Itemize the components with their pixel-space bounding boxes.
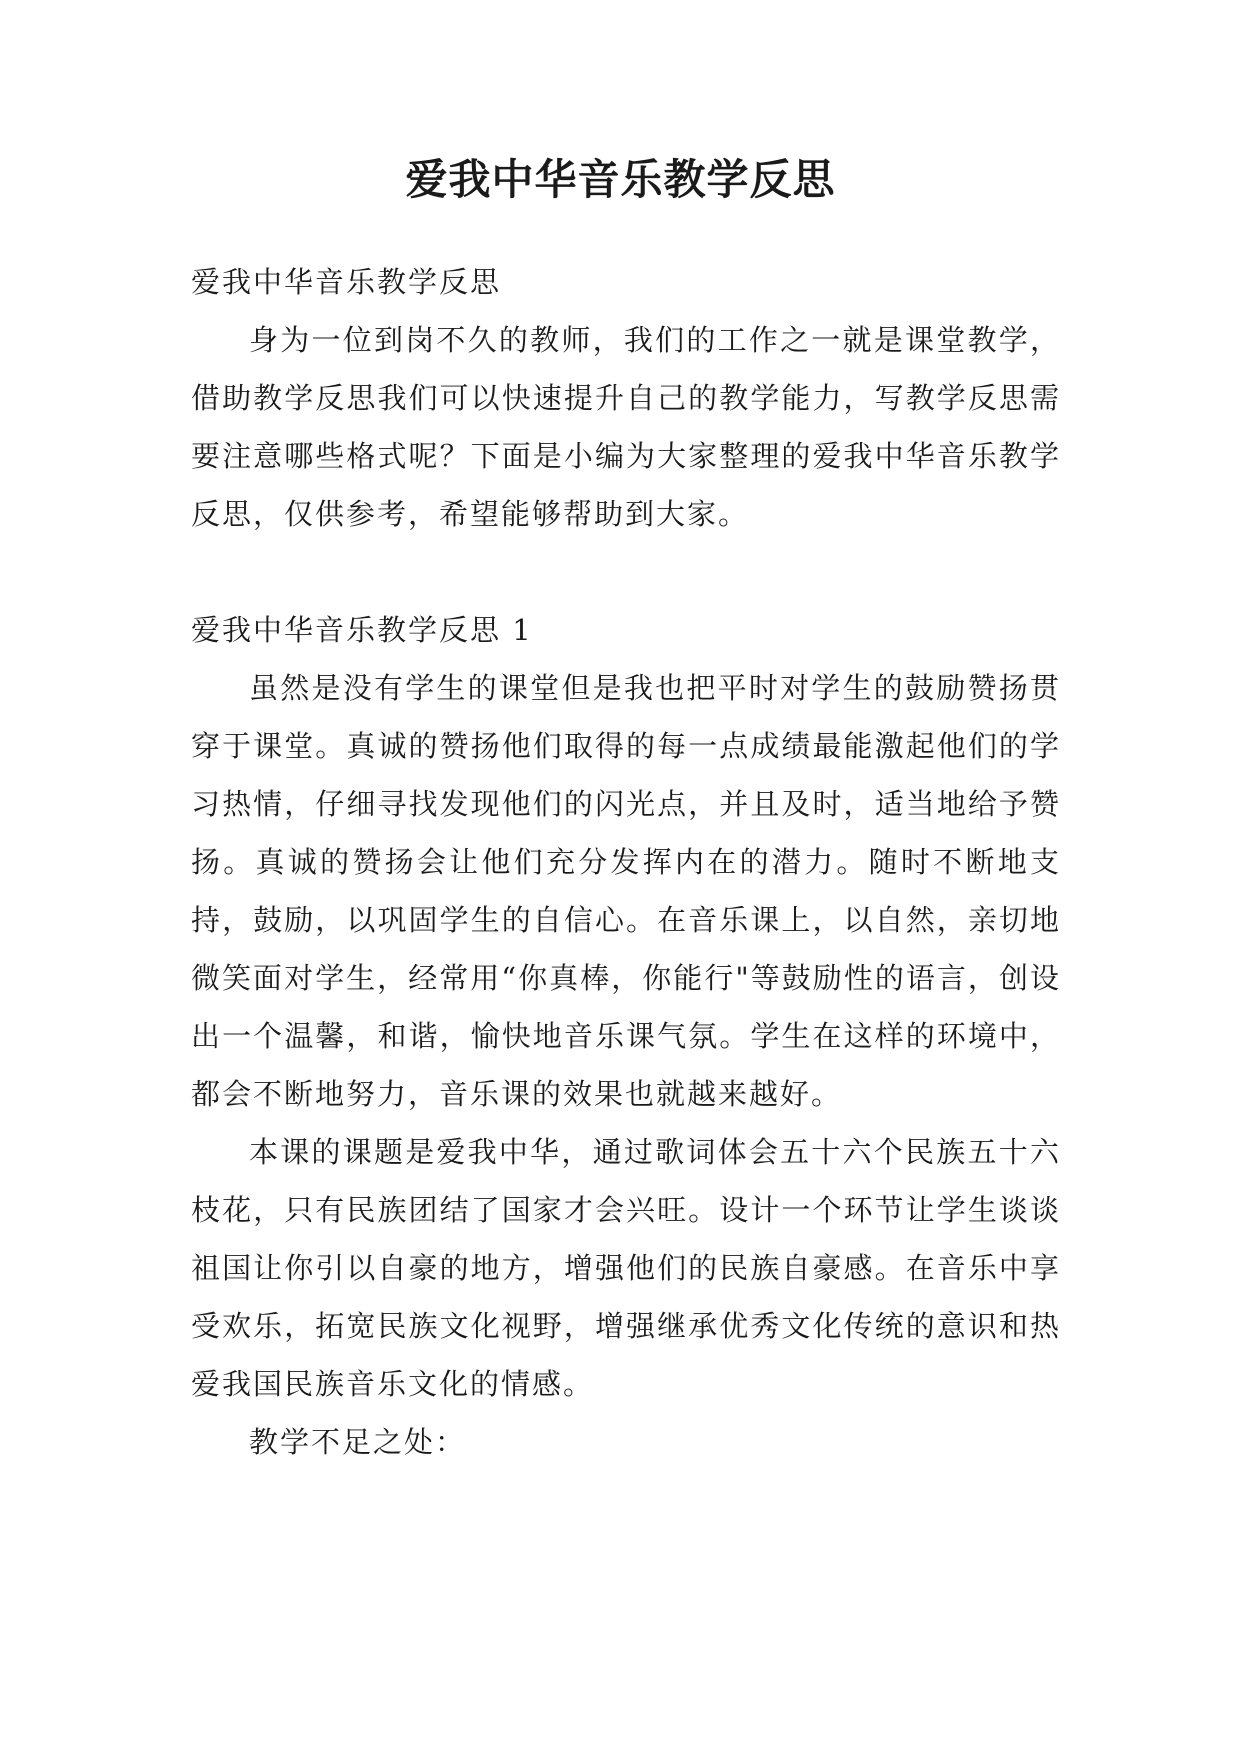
section1-paragraph-1: 虽然是没有学生的课堂但是我也把平时对学生的鼓励赞扬贯穿于课堂。真诚的赞扬他们取得的每一点成绩最能激起他们的学习热情，仔细寻找发现他们的闪光点，并且及时，适当地给予赞扬。真诚的赞扬会让他们充分发挥内在的潜力。随时不断地支持，鼓励，以巩固学生的自信心。在音乐课上，以自然，亲切地微笑面对学生，经常用“你真棒，你能行"等鼓励性的语言，创设出一个温馨，和谐，愉快地音乐课气氛。学生在这样的环境中，都会不断地努力，音乐课的效果也就越来越好。 xyxy=(191,671,1061,1111)
intro-paragraph: 身为一位到岗不久的教师，我们的工作之一就是课堂教学，借助教学反思我们可以快速提升自己的教学能力，写教学反思需要注意哪些格式呢？下面是小编为大家整理的爱我中华音乐教学反思，仅供参考，希望能够帮助到大家。 xyxy=(191,323,1061,531)
document-body xyxy=(191,253,1061,1471)
intro-heading: 爱我中华音乐教学反思 xyxy=(191,265,502,299)
section1-heading: 爱我中华音乐教学反思 1 xyxy=(191,613,533,647)
document-title: 爱我中华音乐教学反思 xyxy=(405,155,836,204)
section1-paragraph-2: 本课的课题是爱我中华，通过歌词体会五十六个民族五十六枝花，只有民族团结了国家才会兴旺。设计一个环节让学生谈谈祖国让你引以自豪的地方，增强他们的民族自豪感。在音乐中享受欢乐，拓宽民族文化视野，增强继承优秀文化传统的意识和热爱我国民族音乐文化的情感。 xyxy=(191,1135,1061,1401)
section1-paragraph-3: 教学不足之处： xyxy=(249,1425,467,1459)
paragraph-spacer xyxy=(191,543,1061,601)
